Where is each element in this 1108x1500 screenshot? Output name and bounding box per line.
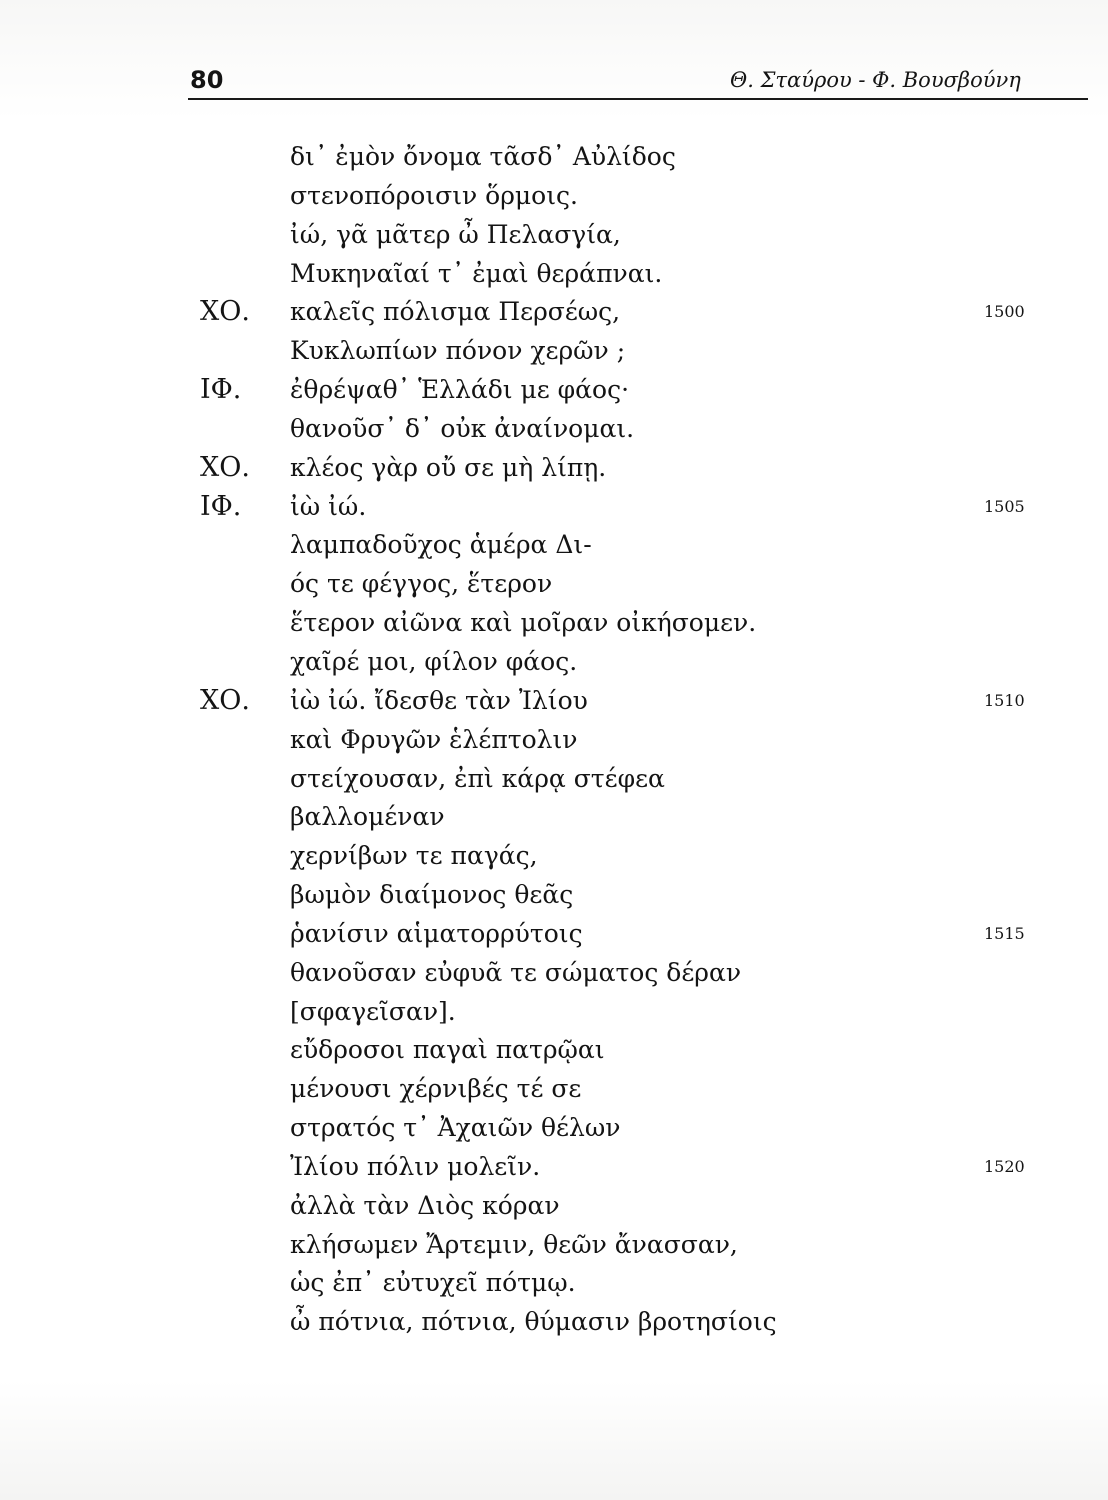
- verse-line: [0, 449, 1108, 488]
- verse-line-text: καλεῖς πόλισμα Περσέως,: [290, 297, 621, 327]
- verse-line: [0, 565, 1108, 604]
- line-number: 1520: [984, 1156, 1025, 1176]
- verse-line-text: στείχουσαν, ἐπὶ κάρᾳ στέφεα: [290, 763, 665, 793]
- verse-line-text: ῥανίσιν αἱματορρύτοις: [290, 918, 583, 948]
- verse-line: [0, 1031, 1108, 1070]
- verse-line: [0, 138, 1108, 177]
- verse-line: [0, 798, 1108, 837]
- verse-line-text: ός τε φέγγος, ἕτερον: [290, 569, 553, 599]
- verse-line-text: Κυκλωπίων πόνον χερῶν ;: [290, 336, 626, 366]
- verse-line: [0, 876, 1108, 915]
- verse-line-text: μένουσι χέρνιβές τέ σε: [290, 1074, 582, 1104]
- verse-line-text: χερνίβων τε παγάς,: [290, 841, 538, 871]
- verse-line: [0, 1109, 1108, 1148]
- verse-line: [0, 1187, 1108, 1226]
- verse-line-text: θανοῦσαν εὐφυᾶ τε σώματος δέραν: [290, 957, 742, 987]
- verse-line: [0, 682, 1108, 721]
- verse-line: [0, 371, 1108, 410]
- page-number: 80: [190, 66, 224, 94]
- verse-line-text: Μυκηναῖαί τ᾽ ἐμαὶ θεράπναι.: [290, 258, 663, 288]
- verse-line: [0, 954, 1108, 993]
- verse-line-text: ὦ πότνια, πότνια, θύμασιν βροτησίοις: [290, 1307, 777, 1337]
- verse-line: [0, 332, 1108, 371]
- speaker-label: ΧΟ.: [200, 451, 250, 483]
- verse-line-text: στενοπόροισιν ὅρμοις.: [290, 180, 578, 210]
- line-number: 1510: [984, 690, 1025, 710]
- verse-line-text: κλέος γὰρ οὔ σε μὴ λίπῃ.: [290, 452, 607, 482]
- verse-line-text: εὔδροσοι παγαὶ πατρῷαι: [290, 1035, 605, 1065]
- verse-line: [0, 1070, 1108, 1109]
- line-number: 1515: [984, 923, 1025, 943]
- verse-line-text: ἰὼ ἰώ.: [290, 491, 367, 521]
- verse-line: [0, 993, 1108, 1032]
- verse-line: [0, 255, 1108, 294]
- verse-line: [0, 526, 1108, 565]
- verse-line: [0, 643, 1108, 682]
- verse-line: [0, 721, 1108, 760]
- verse-line-text: χαῖρέ μοι, φίλον φάος.: [290, 646, 578, 676]
- speaker-label: ΧΟ.: [200, 684, 250, 716]
- verse-line: [0, 410, 1108, 449]
- verse-line: [0, 1264, 1108, 1303]
- verse-line: [0, 837, 1108, 876]
- speaker-label: ΙΦ.: [200, 374, 242, 406]
- verse-line: [0, 760, 1108, 799]
- speaker-label: ΙΦ.: [200, 490, 242, 522]
- verse-line: [0, 915, 1108, 954]
- verse-line-text: ἕτερον αἰῶνα καὶ μοῖραν οἰκήσομεν.: [290, 608, 757, 638]
- line-number: 1500: [984, 302, 1025, 322]
- verse-line-text: στρατός τ᾽ Ἀχαιῶν θέλων: [290, 1113, 621, 1143]
- speaker-label: ΧΟ.: [200, 296, 250, 328]
- header-rule: [188, 98, 1088, 100]
- verse-line-text: καὶ Φρυγῶν ἑλέπτολιν: [290, 724, 578, 754]
- verse-line-text: Ἰλίου πόλιν μολεῖν.: [290, 1151, 541, 1181]
- verse-line: [0, 177, 1108, 216]
- verse-line-text: κλήσωμεν Ἄρτεμιν, θεῶν ἄνασσαν,: [290, 1229, 738, 1259]
- verse-line: [0, 488, 1108, 527]
- verse-line: [0, 1226, 1108, 1265]
- verse-text: [0, 138, 1108, 1342]
- verse-line-text: θανοῦσ᾽ δ᾽ οὐκ ἀναίνομαι.: [290, 413, 635, 443]
- running-head: Θ. Σταύρου - Φ. Βουσβούνη: [730, 68, 1021, 92]
- verse-line-text: βωμὸν διαίμονος θεᾶς: [290, 880, 574, 910]
- verse-line-text: ἀλλὰ τὰν Διὸς κόραν: [290, 1190, 560, 1220]
- verse-line: [0, 293, 1108, 332]
- verse-line-text: ἐθρέψαθ᾽ Ἑλλάδι με φάος·: [290, 375, 630, 405]
- verse-line: [0, 1303, 1108, 1342]
- verse-line-text: λαμπαδοῦχος ἁμέρα Δι-: [290, 530, 592, 560]
- verse-line-text: δι᾽ ἐμὸν ὄνομα τᾶσδ᾽ Αὐλίδος: [290, 142, 676, 171]
- verse-line-text: ἰὼ ἰώ. ἴδεσθε τὰν Ἰλίου: [290, 685, 588, 715]
- verse-line-text: ἰώ, γᾶ μᾶτερ ὦ Πελασγία,: [290, 219, 621, 249]
- line-number: 1505: [984, 496, 1025, 516]
- verse-line-text: ὡς ἐπ᾽ εὐτυχεῖ πότμῳ.: [290, 1268, 576, 1298]
- verse-line-text: βαλλομέναν: [290, 802, 445, 832]
- verse-line-text: [σφαγεῖσαν].: [290, 996, 456, 1026]
- verse-line: [0, 216, 1108, 255]
- verse-line: [0, 604, 1108, 643]
- verse-line: [0, 1148, 1108, 1187]
